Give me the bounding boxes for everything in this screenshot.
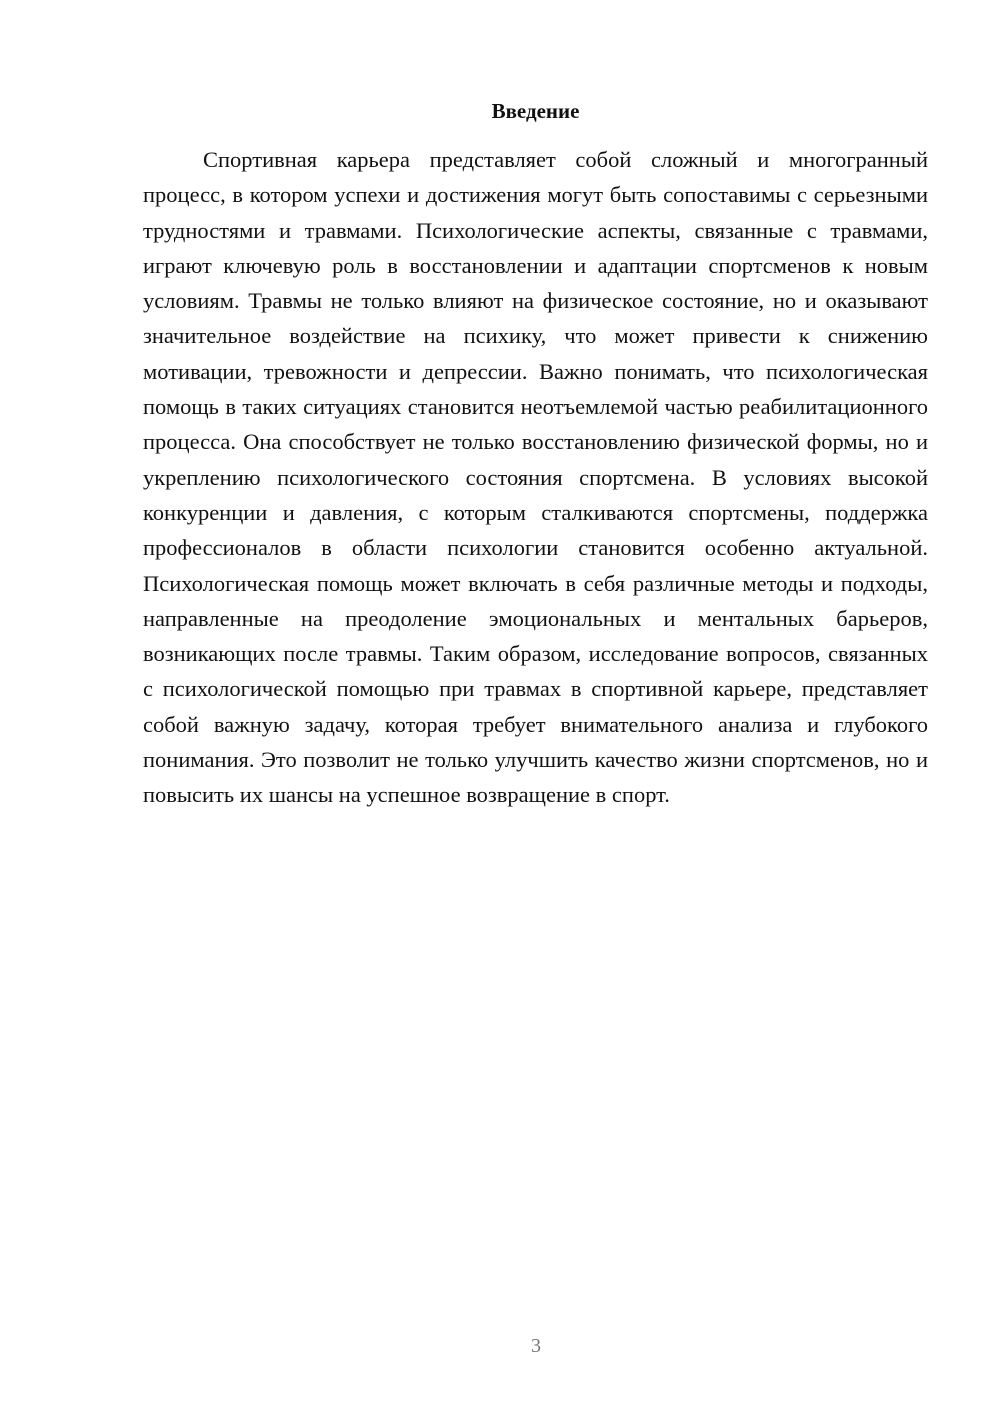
section-heading: Введение <box>491 99 580 123</box>
page-number: 3 <box>531 1335 541 1357</box>
body-paragraph: Спортивная карьера представляет собой сложный и многогранный процесс, в котором успехи и достижения могут быть сопоставимы с серьезными трудностями и травмами. Психологические аспекты, связанные с травмами, играют ключевую роль в восстановлении и адаптации спортсменов к новым условиям. Травмы не только влияют на физическое состояние, но и оказывают значительное воздействие на психику, что может привести к снижению мотивации, тревожности и депрессии. Важно понимать, что психологическая помощь в таких ситуациях становится неотъемлемой частью реабилитационного процесса. Она способствует не только восстановлению физической формы, но и укреплению психологического состояния спортсмена. В условиях высокой конкуренции и давления, с которым сталкиваются спортсмены, поддержка профессионалов в области психологии становится особенно актуальной. Психологическая помощь может включать в себя различные методы и подходы, направленные на преодоление эмоциональных и ментальных барьеров, возникающих после травмы. Таким образом, исследование вопросов, связанных с психологической помощью при травмах в спортивной карьере, представляет собой важную задачу, которая требует внимательного анализа и глубокого понимания. Это позволит не только улучшить качество жизни спортсменов, но и повысить их шансы на успешное возвращение в спорт. <box>143 147 928 808</box>
